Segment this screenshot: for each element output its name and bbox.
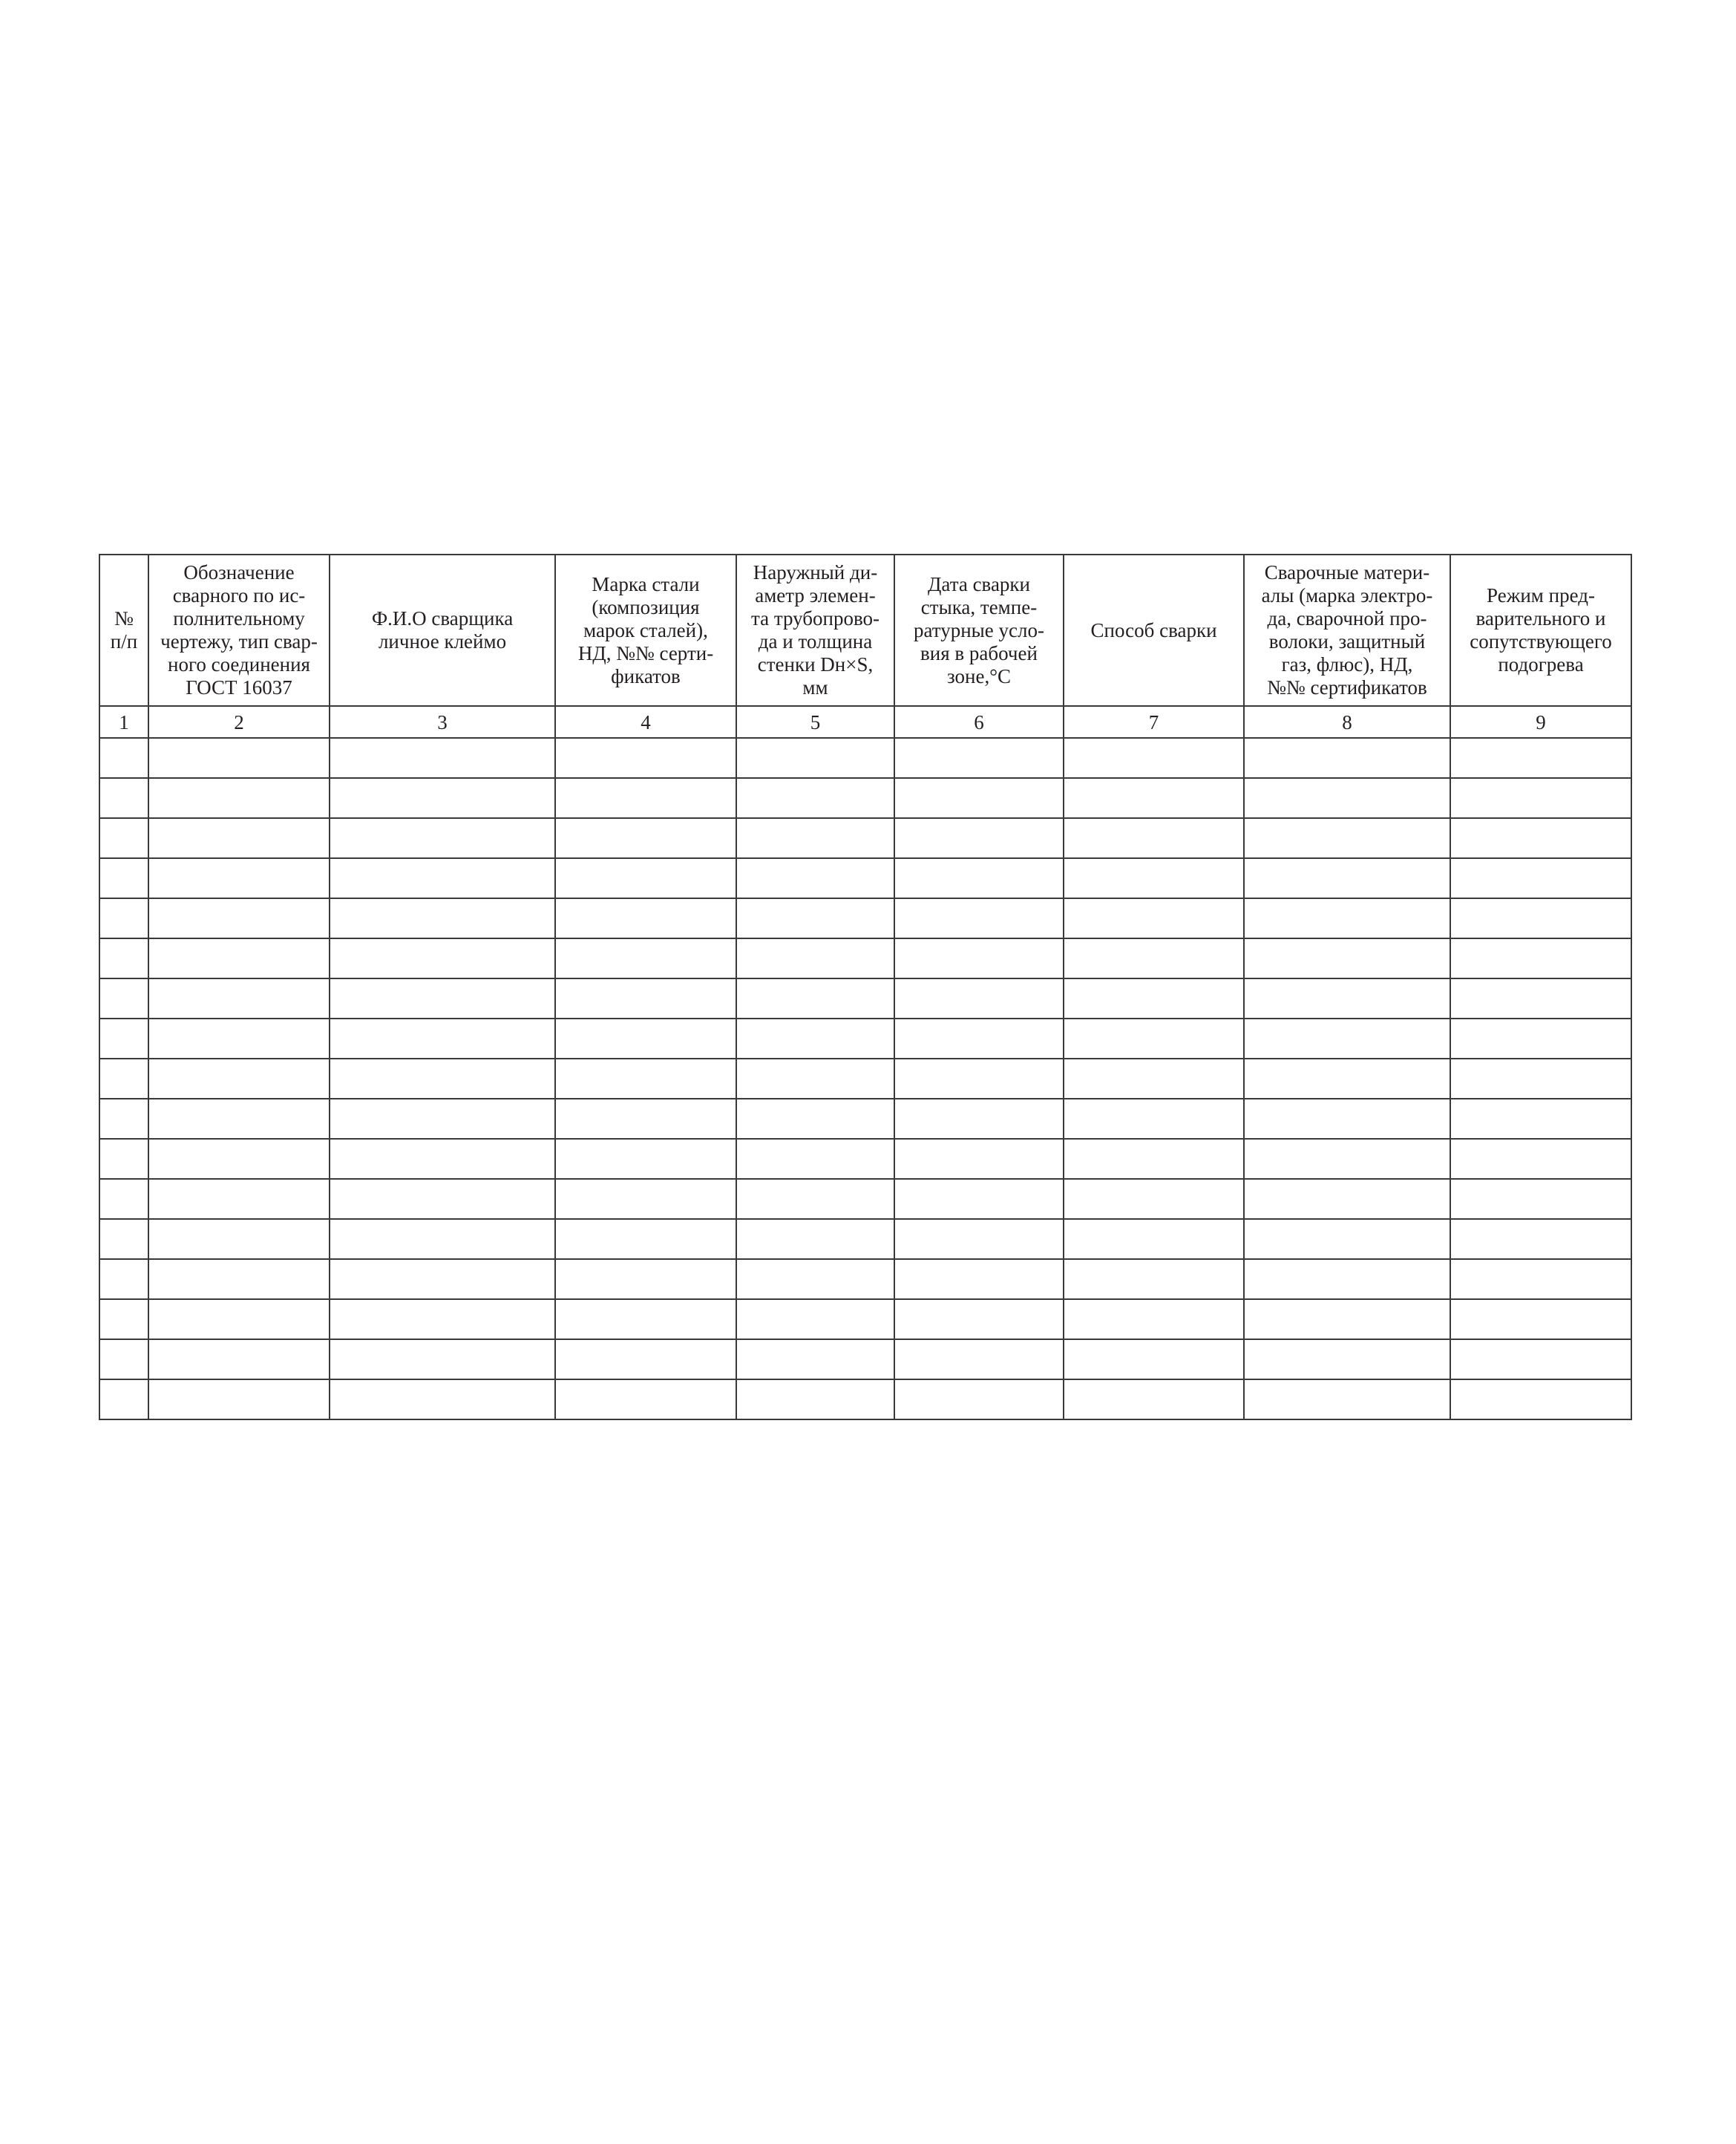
column-number: 9	[1450, 706, 1631, 738]
empty-cell[interactable]	[99, 898, 148, 938]
empty-cell[interactable]	[894, 1219, 1064, 1259]
column-number: 5	[736, 706, 894, 738]
empty-cell[interactable]	[894, 1019, 1064, 1059]
table-row	[99, 1259, 1631, 1299]
empty-cell[interactable]	[1450, 778, 1631, 818]
empty-cell[interactable]	[148, 1379, 330, 1419]
empty-cell[interactable]	[736, 778, 894, 818]
empty-cell[interactable]	[1244, 1019, 1450, 1059]
empty-cell[interactable]	[894, 1339, 1064, 1379]
header-weld-materials: Сварочные матери- алы (марка электро- да, сварочной про- волоки, защитный газ, флюс), НД, №№ сертификатов	[1244, 555, 1450, 706]
table-row	[99, 1099, 1631, 1139]
empty-cell[interactable]	[555, 1339, 736, 1379]
empty-cell[interactable]	[736, 1139, 894, 1179]
empty-cell[interactable]	[1064, 1059, 1244, 1099]
empty-cell[interactable]	[1450, 738, 1631, 778]
empty-cell[interactable]	[1450, 858, 1631, 898]
empty-cell[interactable]	[894, 1259, 1064, 1299]
empty-cell[interactable]	[555, 1019, 736, 1059]
empty-cell[interactable]	[555, 1299, 736, 1339]
table-row	[99, 1139, 1631, 1179]
empty-cell[interactable]	[99, 1059, 148, 1099]
empty-cell[interactable]	[330, 1299, 555, 1339]
empty-cell[interactable]	[99, 738, 148, 778]
column-number: 6	[894, 706, 1064, 738]
empty-cell[interactable]	[1244, 1379, 1450, 1419]
table-row	[99, 938, 1631, 978]
empty-cell[interactable]	[148, 898, 330, 938]
empty-cell[interactable]	[330, 978, 555, 1019]
empty-cell[interactable]	[99, 778, 148, 818]
empty-cell[interactable]	[148, 858, 330, 898]
empty-cell[interactable]	[1064, 818, 1244, 858]
empty-cell[interactable]	[555, 938, 736, 978]
header-row	[99, 555, 1631, 706]
table-row	[99, 978, 1631, 1019]
empty-cell[interactable]	[1450, 978, 1631, 1019]
empty-cell[interactable]	[1064, 1219, 1244, 1259]
empty-cell[interactable]	[330, 1219, 555, 1259]
column-number: 2	[148, 706, 330, 738]
empty-cell[interactable]	[1244, 1059, 1450, 1099]
empty-cell[interactable]	[736, 1179, 894, 1219]
empty-cell[interactable]	[1450, 1019, 1631, 1059]
empty-cell[interactable]	[330, 738, 555, 778]
empty-cell[interactable]	[1064, 978, 1244, 1019]
table-row	[99, 858, 1631, 898]
empty-cell[interactable]	[148, 1139, 330, 1179]
header-index: № п/п	[99, 555, 148, 706]
empty-cell[interactable]	[736, 1059, 894, 1099]
header-weld-method: Способ сварки	[1064, 555, 1244, 706]
empty-cell[interactable]	[148, 1059, 330, 1099]
empty-cell[interactable]	[894, 938, 1064, 978]
empty-cell[interactable]	[99, 818, 148, 858]
empty-cell[interactable]	[330, 938, 555, 978]
header-preheat-mode: Режим пред- варительного и сопутствующего подогрева	[1450, 555, 1631, 706]
empty-cell[interactable]	[1450, 1259, 1631, 1299]
empty-cell[interactable]	[148, 978, 330, 1019]
empty-cell[interactable]	[1064, 1299, 1244, 1339]
empty-cell[interactable]	[99, 1179, 148, 1219]
header-weld-date: Дата сварки стыка, темпе- ратурные усло- вия в рабочей зоне,°С	[894, 555, 1064, 706]
table-row	[99, 1179, 1631, 1219]
empty-cell[interactable]	[99, 1259, 148, 1299]
table-row	[99, 898, 1631, 938]
empty-cell[interactable]	[1064, 1179, 1244, 1219]
empty-cell[interactable]	[1244, 778, 1450, 818]
empty-cell[interactable]	[1244, 1339, 1450, 1379]
empty-cell[interactable]	[99, 978, 148, 1019]
header-steel-grade: Марка стали (композиция марок сталей), НД, №№ серти- фикатов	[555, 555, 736, 706]
empty-cell[interactable]	[99, 1339, 148, 1379]
empty-cell[interactable]	[330, 1099, 555, 1139]
empty-cell[interactable]	[1064, 858, 1244, 898]
empty-cell[interactable]	[330, 818, 555, 858]
empty-cell[interactable]	[555, 858, 736, 898]
empty-cell[interactable]	[555, 978, 736, 1019]
empty-cell[interactable]	[1450, 1179, 1631, 1219]
empty-cell[interactable]	[894, 1299, 1064, 1339]
empty-cell[interactable]	[99, 1299, 148, 1339]
empty-cell[interactable]	[736, 898, 894, 938]
table-row	[99, 778, 1631, 818]
empty-cell[interactable]	[330, 1339, 555, 1379]
table-row	[99, 1059, 1631, 1099]
empty-cell[interactable]	[736, 978, 894, 1019]
empty-cell[interactable]	[1244, 818, 1450, 858]
column-number: 4	[555, 706, 736, 738]
empty-cell[interactable]	[99, 1019, 148, 1059]
empty-cell[interactable]	[736, 858, 894, 898]
table-row	[99, 1019, 1631, 1059]
empty-cell[interactable]	[894, 778, 1064, 818]
empty-cell[interactable]	[330, 858, 555, 898]
table-row	[99, 1339, 1631, 1379]
empty-cell[interactable]	[1064, 1019, 1244, 1059]
empty-cell[interactable]	[894, 858, 1064, 898]
empty-cell[interactable]	[1244, 1139, 1450, 1179]
empty-cell[interactable]	[1244, 738, 1450, 778]
column-number: 1	[99, 706, 148, 738]
empty-cell[interactable]	[1450, 1219, 1631, 1259]
empty-cell[interactable]	[330, 1179, 555, 1219]
empty-cell[interactable]	[555, 1259, 736, 1299]
empty-cell[interactable]	[1244, 1099, 1450, 1139]
empty-cell[interactable]	[1064, 938, 1244, 978]
empty-cell[interactable]	[1244, 938, 1450, 978]
empty-cell[interactable]	[1064, 1379, 1244, 1419]
empty-cell[interactable]	[555, 1219, 736, 1259]
empty-cell[interactable]	[736, 818, 894, 858]
empty-cell[interactable]	[736, 1339, 894, 1379]
empty-cell[interactable]	[555, 898, 736, 938]
empty-cell[interactable]	[330, 1059, 555, 1099]
table-row	[99, 818, 1631, 858]
table-row	[99, 1379, 1631, 1419]
empty-cell[interactable]	[1064, 1259, 1244, 1299]
header-weld-designation: Обозначение сварного по ис- полнительному чертежу, тип свар- ного соединения ГОСТ 16037	[148, 555, 330, 706]
empty-cell[interactable]	[148, 1019, 330, 1059]
empty-cell[interactable]	[1450, 1339, 1631, 1379]
empty-cell[interactable]	[555, 1099, 736, 1139]
empty-cell[interactable]	[1244, 1219, 1450, 1259]
table-row	[99, 1219, 1631, 1259]
empty-cell[interactable]	[148, 1339, 330, 1379]
empty-cell[interactable]	[148, 738, 330, 778]
empty-cell[interactable]	[99, 1379, 148, 1419]
header-welder-name: Ф.И.О сварщика личное клеймо	[330, 555, 555, 706]
empty-cell[interactable]	[894, 898, 1064, 938]
empty-cell[interactable]	[148, 1259, 330, 1299]
empty-cell[interactable]	[894, 1379, 1064, 1419]
empty-cell[interactable]	[330, 778, 555, 818]
empty-cell[interactable]	[894, 978, 1064, 1019]
empty-cell[interactable]	[736, 1099, 894, 1139]
empty-cell[interactable]	[1450, 1299, 1631, 1339]
empty-cell[interactable]	[330, 1259, 555, 1299]
empty-cell[interactable]	[1450, 1139, 1631, 1179]
empty-cell[interactable]	[736, 1219, 894, 1259]
empty-cell[interactable]	[736, 1019, 894, 1059]
empty-cell[interactable]	[894, 1099, 1064, 1139]
column-number: 7	[1064, 706, 1244, 738]
empty-cell[interactable]	[555, 778, 736, 818]
empty-cell[interactable]	[1064, 1099, 1244, 1139]
empty-cell[interactable]	[1450, 938, 1631, 978]
empty-cell[interactable]	[894, 818, 1064, 858]
empty-cell[interactable]	[1450, 898, 1631, 938]
empty-cell[interactable]	[99, 1219, 148, 1259]
empty-cell[interactable]	[555, 1139, 736, 1179]
empty-cell[interactable]	[736, 738, 894, 778]
empty-cell[interactable]	[148, 1219, 330, 1259]
empty-cell[interactable]	[1064, 898, 1244, 938]
empty-cell[interactable]	[148, 938, 330, 978]
empty-cell[interactable]	[330, 898, 555, 938]
empty-cell[interactable]	[1244, 1259, 1450, 1299]
header-pipe-diameter: Наружный ди- аметр элемен- та трубопрово- да и толщина стенки Dн×S, мм	[736, 555, 894, 706]
table-row	[99, 1299, 1631, 1339]
empty-cell[interactable]	[1450, 818, 1631, 858]
empty-cell[interactable]	[1450, 1059, 1631, 1099]
empty-cell[interactable]	[99, 858, 148, 898]
empty-cell[interactable]	[99, 1139, 148, 1179]
empty-cell[interactable]	[1064, 1139, 1244, 1179]
journal-body	[99, 738, 1631, 1419]
empty-cell[interactable]	[894, 1059, 1064, 1099]
empty-cell[interactable]	[330, 1019, 555, 1059]
empty-cell[interactable]	[1064, 738, 1244, 778]
empty-cell[interactable]	[894, 1139, 1064, 1179]
empty-cell[interactable]	[1450, 1379, 1631, 1419]
welding-journal-sheet	[99, 554, 1631, 1420]
empty-cell[interactable]	[736, 1379, 894, 1419]
empty-cell[interactable]	[555, 1379, 736, 1419]
empty-cell[interactable]	[1244, 898, 1450, 938]
empty-cell[interactable]	[1244, 1299, 1450, 1339]
empty-cell[interactable]	[894, 1179, 1064, 1219]
empty-cell[interactable]	[148, 1099, 330, 1139]
empty-cell[interactable]	[894, 738, 1064, 778]
empty-cell[interactable]	[555, 1179, 736, 1219]
welding-journal-table	[99, 554, 1632, 1420]
empty-cell[interactable]	[555, 1059, 736, 1099]
empty-cell[interactable]	[1244, 978, 1450, 1019]
empty-cell[interactable]	[1064, 778, 1244, 818]
empty-cell[interactable]	[99, 938, 148, 978]
empty-cell[interactable]	[148, 818, 330, 858]
empty-cell[interactable]	[99, 1099, 148, 1139]
empty-cell[interactable]	[736, 1259, 894, 1299]
column-number-row	[99, 706, 1631, 738]
empty-cell[interactable]	[148, 778, 330, 818]
empty-cell[interactable]	[148, 1299, 330, 1339]
empty-cell[interactable]	[330, 1379, 555, 1419]
empty-cell[interactable]	[555, 738, 736, 778]
empty-cell[interactable]	[1244, 1179, 1450, 1219]
empty-cell[interactable]	[1244, 858, 1450, 898]
empty-cell[interactable]	[330, 1139, 555, 1179]
column-number: 8	[1244, 706, 1450, 738]
empty-cell[interactable]	[1450, 1099, 1631, 1139]
column-number: 3	[330, 706, 555, 738]
empty-cell[interactable]	[1064, 1339, 1244, 1379]
empty-cell[interactable]	[148, 1179, 330, 1219]
empty-cell[interactable]	[736, 938, 894, 978]
empty-cell[interactable]	[736, 1299, 894, 1339]
table-row	[99, 738, 1631, 778]
empty-cell[interactable]	[555, 818, 736, 858]
